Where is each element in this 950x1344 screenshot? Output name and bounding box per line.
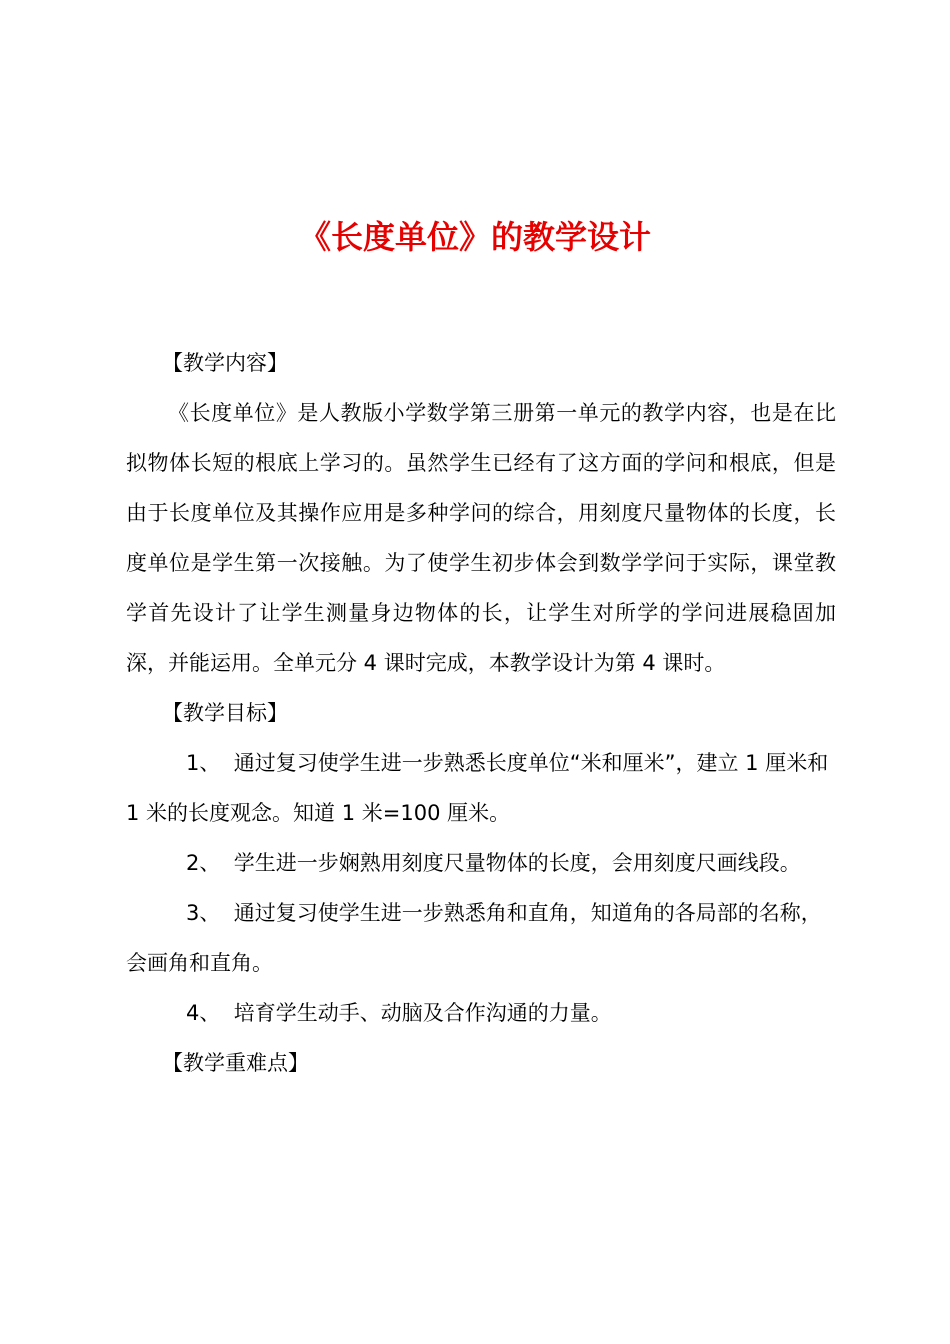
objective-number: 2、	[186, 851, 221, 875]
objective-item-1	[126, 738, 836, 838]
objective-text: 通过复习使学生进一步熟悉角和直角，知道角的各局部的名称，会画角和直角。	[126, 901, 822, 975]
objective-text: 学生进一步娴熟用刻度尺量物体的长度，会用刻度尺画线段。	[233, 851, 801, 875]
section-heading-content: 【教学内容】	[162, 351, 288, 375]
objective-item-4	[126, 988, 836, 1038]
objective-text: 通过复习使学生进一步熟悉长度单位“米和厘米”，建立 1 厘米和 1 米的长度观念。知道 1 米=100 厘米。	[126, 751, 829, 825]
content-paragraph: 《长度单位》是人教版小学数学第三册第一单元的教学内容，也是在比拟物体长短的根底上学习的。虽然学生已经有了这方面的学问和根底，但是由于长度单位及其操作应用是多种学问的综合，用刻度尺量物体的长度，长度单位是学生第一次接触。为了使学生初步体会到数学学问于实际，课堂教学首先设计了让学生测量身边物体的长，让学生对所学的学问进展稳固加深，并能运用。全单元分 4 课时完成，本教学设计为第 4 课时。	[126, 401, 836, 675]
objective-number: 3、	[186, 901, 221, 925]
objective-number: 1、	[186, 751, 221, 775]
objective-number: 4、	[186, 1001, 221, 1025]
section-heading-key-difficulties: 【教学重难点】	[162, 1051, 309, 1075]
objective-item-3	[126, 888, 836, 988]
document-body	[126, 338, 836, 1088]
document-title: 《长度单位》的教学设计	[298, 218, 651, 256]
objective-item-2	[126, 838, 836, 888]
section-heading-objectives: 【教学目标】	[162, 701, 288, 725]
objective-text: 培育学生动手、动脑及合作沟通的力量。	[233, 1001, 612, 1025]
